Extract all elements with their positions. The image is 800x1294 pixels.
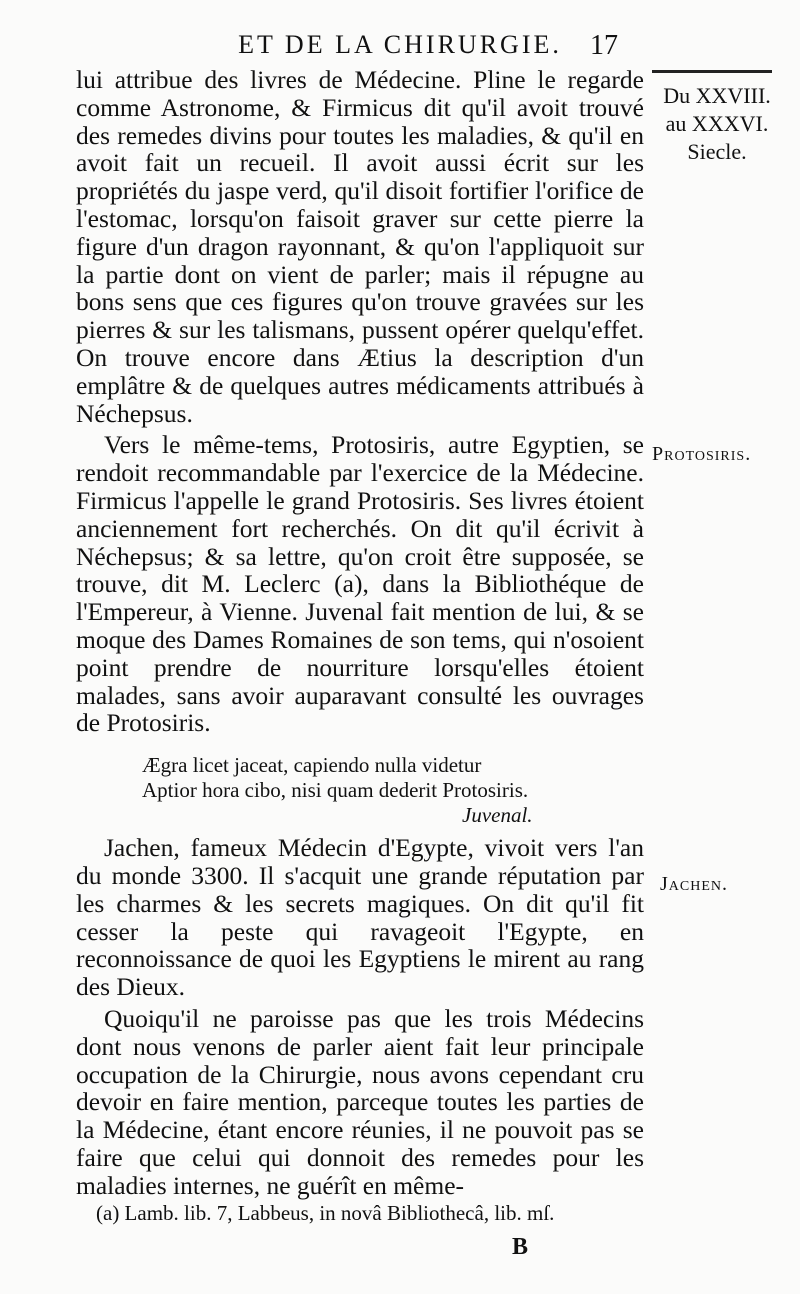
verse-source: Juvenal.	[462, 803, 533, 828]
verse-line-1: Ægra licet jaceat, capiendo nulla videtur	[142, 753, 482, 778]
main-text	[76, 66, 644, 1199]
signature-mark: B	[512, 1234, 529, 1260]
footnote: (a) Lamb. lib. 7, Labbeus, in novâ Bibliothecâ, lib. mſ.	[96, 1201, 555, 1225]
margin-note-protosiris: Protosiris.	[652, 443, 752, 465]
margin-rule	[652, 70, 772, 73]
verse-line-2: Aptior hora cibo, nisi quam dederit Protosiris.	[142, 778, 529, 803]
margin-note-century: Du XXVIII. au XXXVI. Siecle.	[663, 83, 771, 164]
page-number: 17	[590, 30, 618, 61]
paragraph-protosiris: Vers le même-tems, Protosiris, autre Egyptien, se rendoit recommandable par l'exercice de la Médecine. Firmicus l'appelle le grand Protosiris. Ses livres étoient anciennement fort recherchés. On dit qu'il écrivit à Néchepsus; & sa lettre, qu'on croit être supposée, se trouve, dit M. Leclerc (a), dans la Bibliothéque de l'Empereur, à Vienne. Juvenal fait mention de lui, & se moque des Dames Romaines de son tems, qui n'osoient point prendre de nourriture lorsqu'elles étoient malades, sans avoir auparavant consulté les ouvrages de Protosiris.	[76, 430, 644, 738]
running-title: ET DE LA CHIRURGIE.	[238, 30, 562, 59]
paragraph-conclusion: Quoiqu'il ne paroisse pas que les trois Médecins dont nous venons de parler aient fait leur principale occupation de la Chirurgie, nous avons cependant cru devoir en faire mention, parceque toutes les parties de la Médecine, étant encore réunies, il ne pouvoit pas se faire que celui qui donnoit des remedes pour les maladies internes, ne guérît en même-	[76, 1003, 644, 1200]
paragraph-jachen: Jachen, fameux Médecin d'Egypte, vivoit vers l'an du monde 3300. Il s'acquit une grande réputation par les charmes & les secrets magiques. On dit qu'il fit cesser la peste qui ravageoit l'Egypte, en reconnoissance de quoi les Egyptiens le mirent au rang des Dieux.	[76, 833, 644, 1002]
paragraph-nechepsus: lui attribue des livres de Médecine. Pline le regarde comme Astronome, & Firmicus dit qu'il avoit trouvé des remedes divins pour toutes les maladies, & qu'il en avoit fait un recueil. Il avoit aussi écrit sur les propriétés du jaspe verd, qu'il disoit fortifier l'orifice de l'estomac, lorsqu'on faisoit graver sur cette pierre la figure d'un dragon rayonnant, & qu'on l'appliquoit sur la partie dont on vient de parler; mais il répugne au bons sens que ces figures qu'on trouve gravées sur les pierres & sur les talismans, pussent opérer quelqu'effet. On trouve encore dans Ætius la description d'un emplâtre & de quelques autres médicaments attribués à Néchepsus.	[76, 65, 644, 428]
margin-note-jachen: Jachen.	[660, 873, 729, 895]
verse-quotation	[142, 753, 644, 828]
